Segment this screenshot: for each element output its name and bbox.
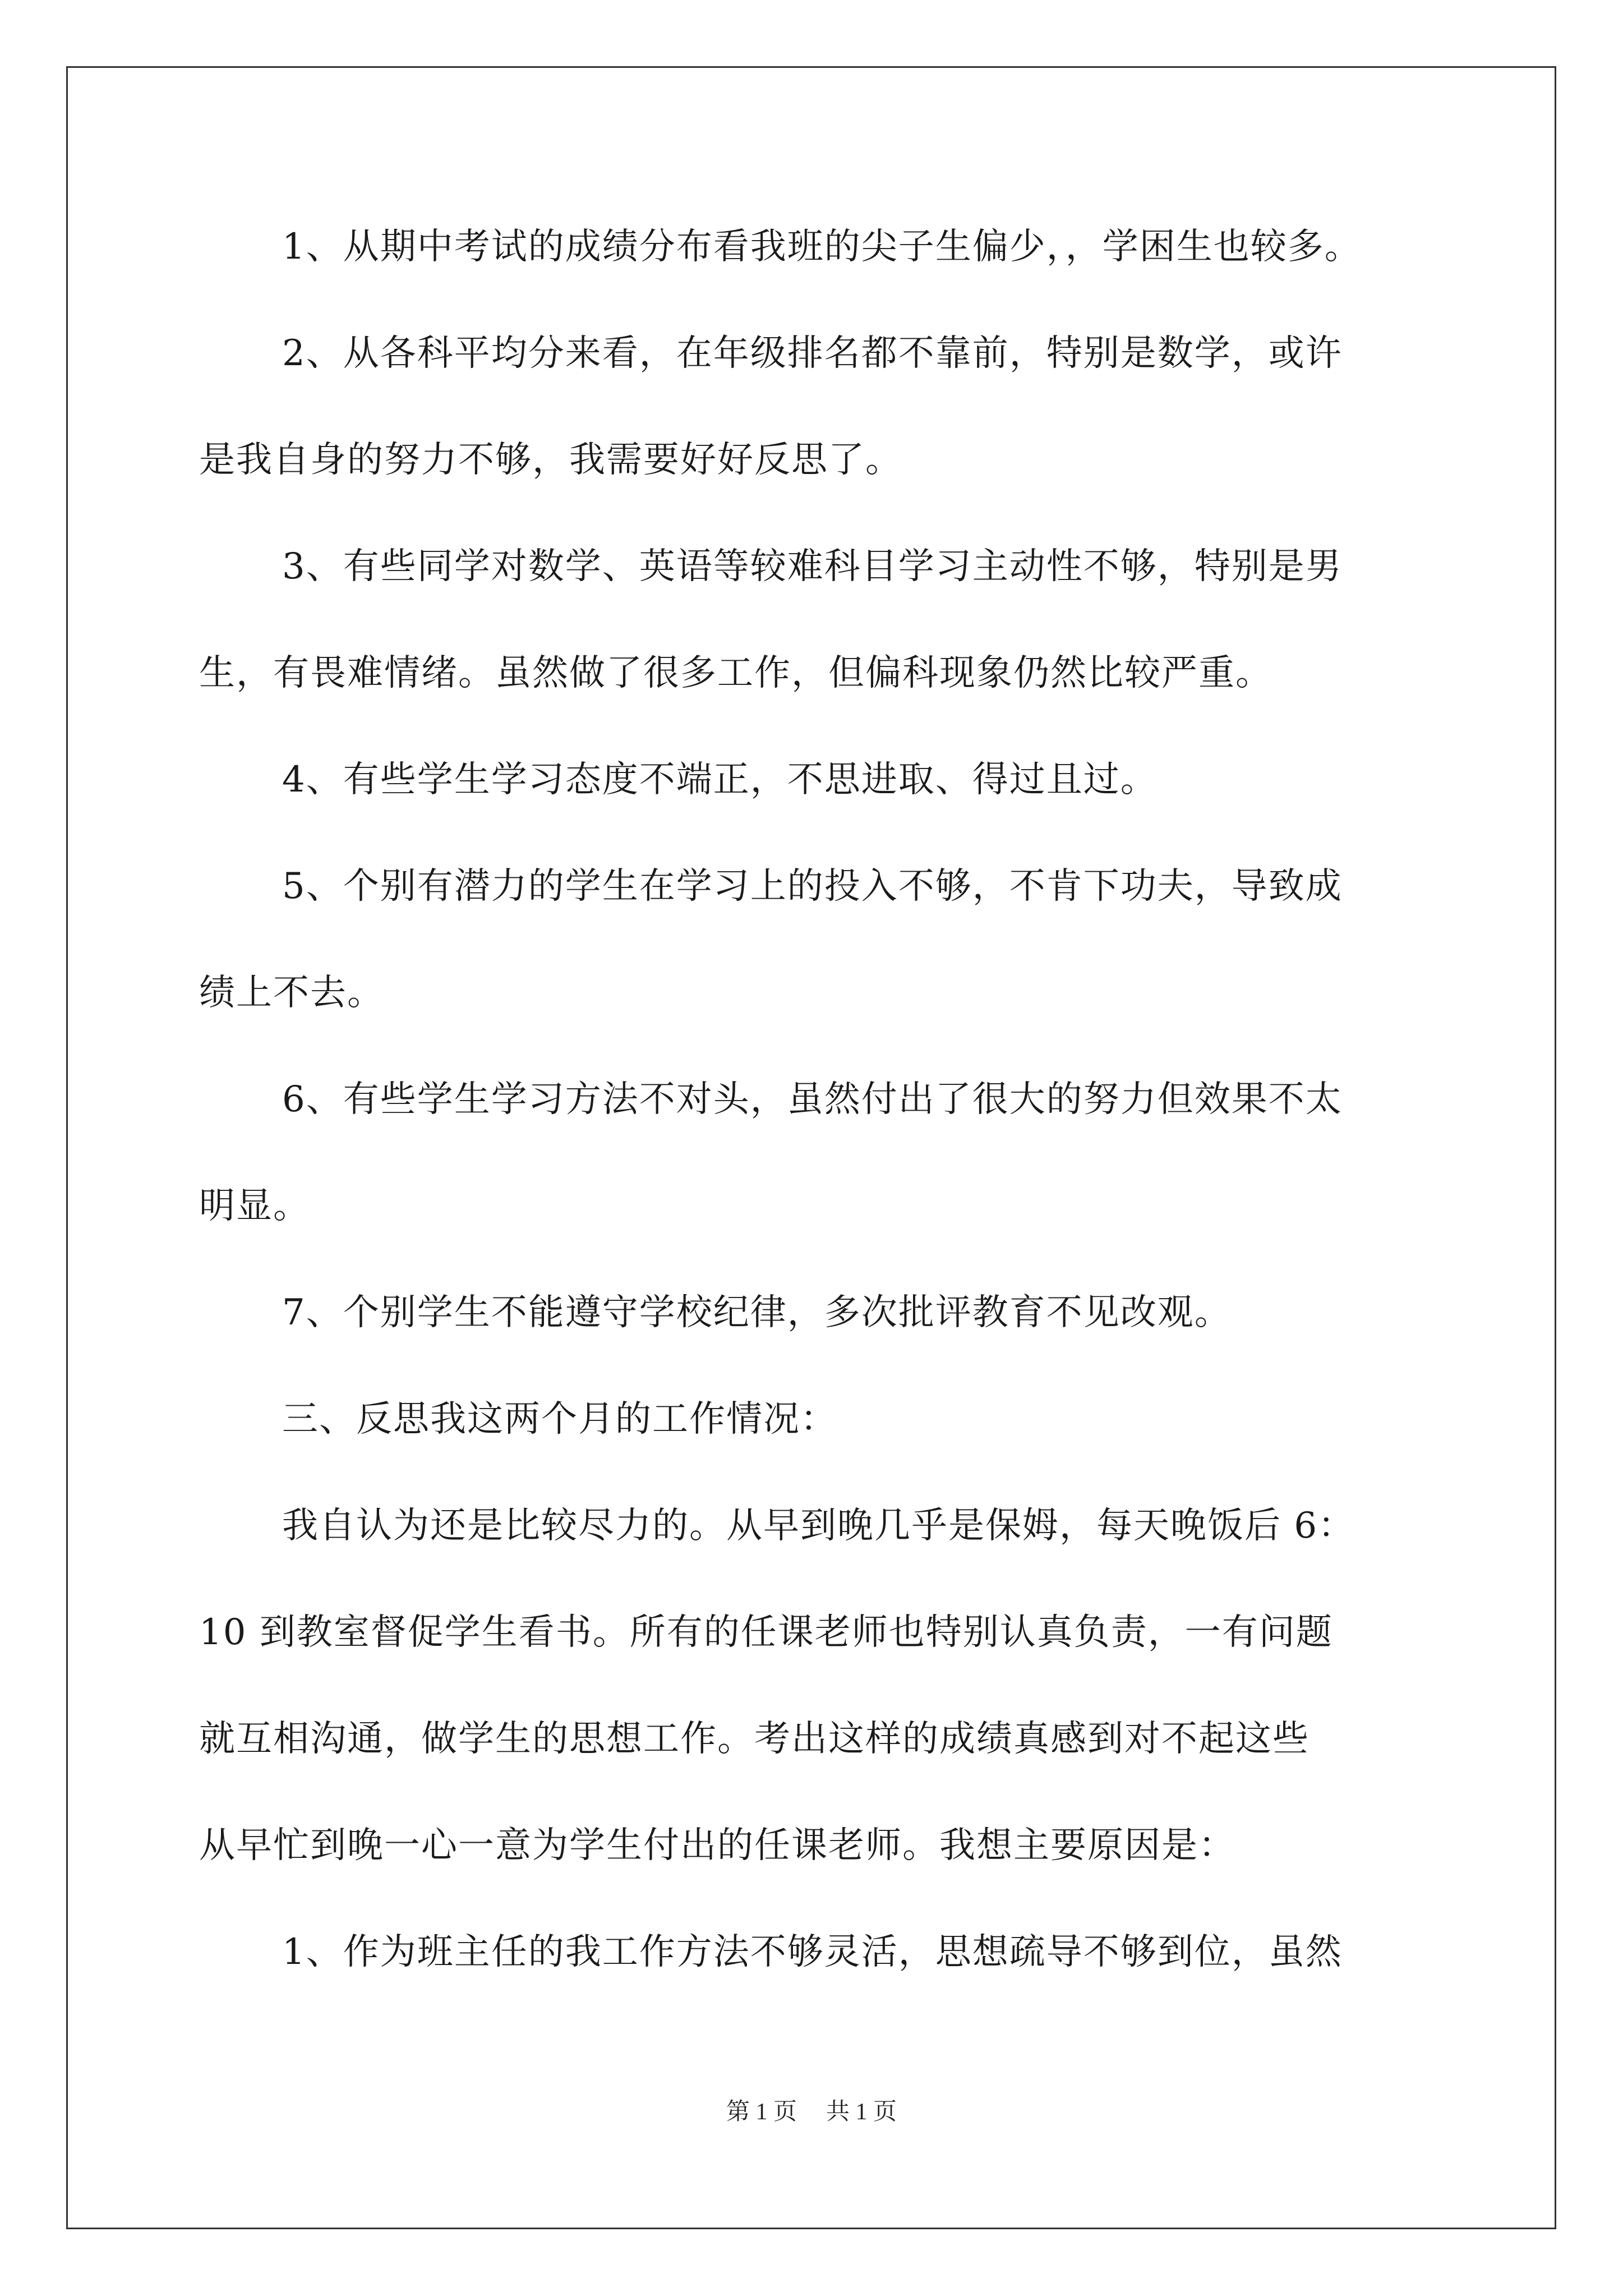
text-line: 从早忙到晚一心一意为学生付出的任课老师。我想主要原因是： — [199, 1825, 1235, 1866]
text-line: 3、有些同学对数学、英语等较难科目学习主动性不够，特别是男 — [282, 546, 1343, 587]
text-line: 就互相沟通，做学生的思想工作。考出这样的成绩真感到对不起这些 — [199, 1718, 1310, 1760]
text-line: 2、从各科平均分来看，在年级排名都不靠前，特别是数学，或许 — [282, 333, 1343, 374]
text-line: 是我自身的努力不够，我需要好好反思了。 — [199, 439, 902, 481]
text-line: 6、有些学生学习方法不对头，虽然付出了很大的努力但效果不太 — [282, 1079, 1343, 1120]
text-line: 5、个别有潜力的学生在学习上的投入不够，不肯下功夫，导致成 — [282, 866, 1343, 907]
text-line: 10 到教室督促学生看书。所有的任课老师也特别认真负责，一有问题 — [199, 1612, 1333, 1653]
text-line: 三、反思我这两个月的工作情况： — [282, 1398, 837, 1440]
text-line: 生，有畏难情绪。虽然做了很多工作，但偏科现象仍然比较严重。 — [199, 652, 1272, 694]
page-number: 第 1 页 — [726, 2099, 797, 2125]
text-line: 我自认为还是比较尽力的。从早到晚几乎是保姆，每天晚饭后 6： — [282, 1505, 1355, 1547]
text-line: 绩上不去。 — [199, 972, 384, 1014]
page-border — [66, 66, 1556, 2229]
text-line: 4、有些学生学习态度不端正，不思进取、得过且过。 — [282, 759, 1158, 800]
text-line: 1、作为班主任的我工作方法不够灵活，思想疏导不够到位，虽然 — [282, 1931, 1343, 1973]
text-line: 1、从期中考试的成绩分布看我班的尖子生偏少，，学困生也较多。 — [282, 226, 1362, 268]
text-line: 7、个别学生不能遵守学校纪律，多次批评教育不见改观。 — [282, 1292, 1232, 1333]
page-total: 共 1 页 — [826, 2099, 897, 2125]
page-footer — [0, 2095, 1623, 2129]
text-line: 明显。 — [199, 1185, 310, 1227]
